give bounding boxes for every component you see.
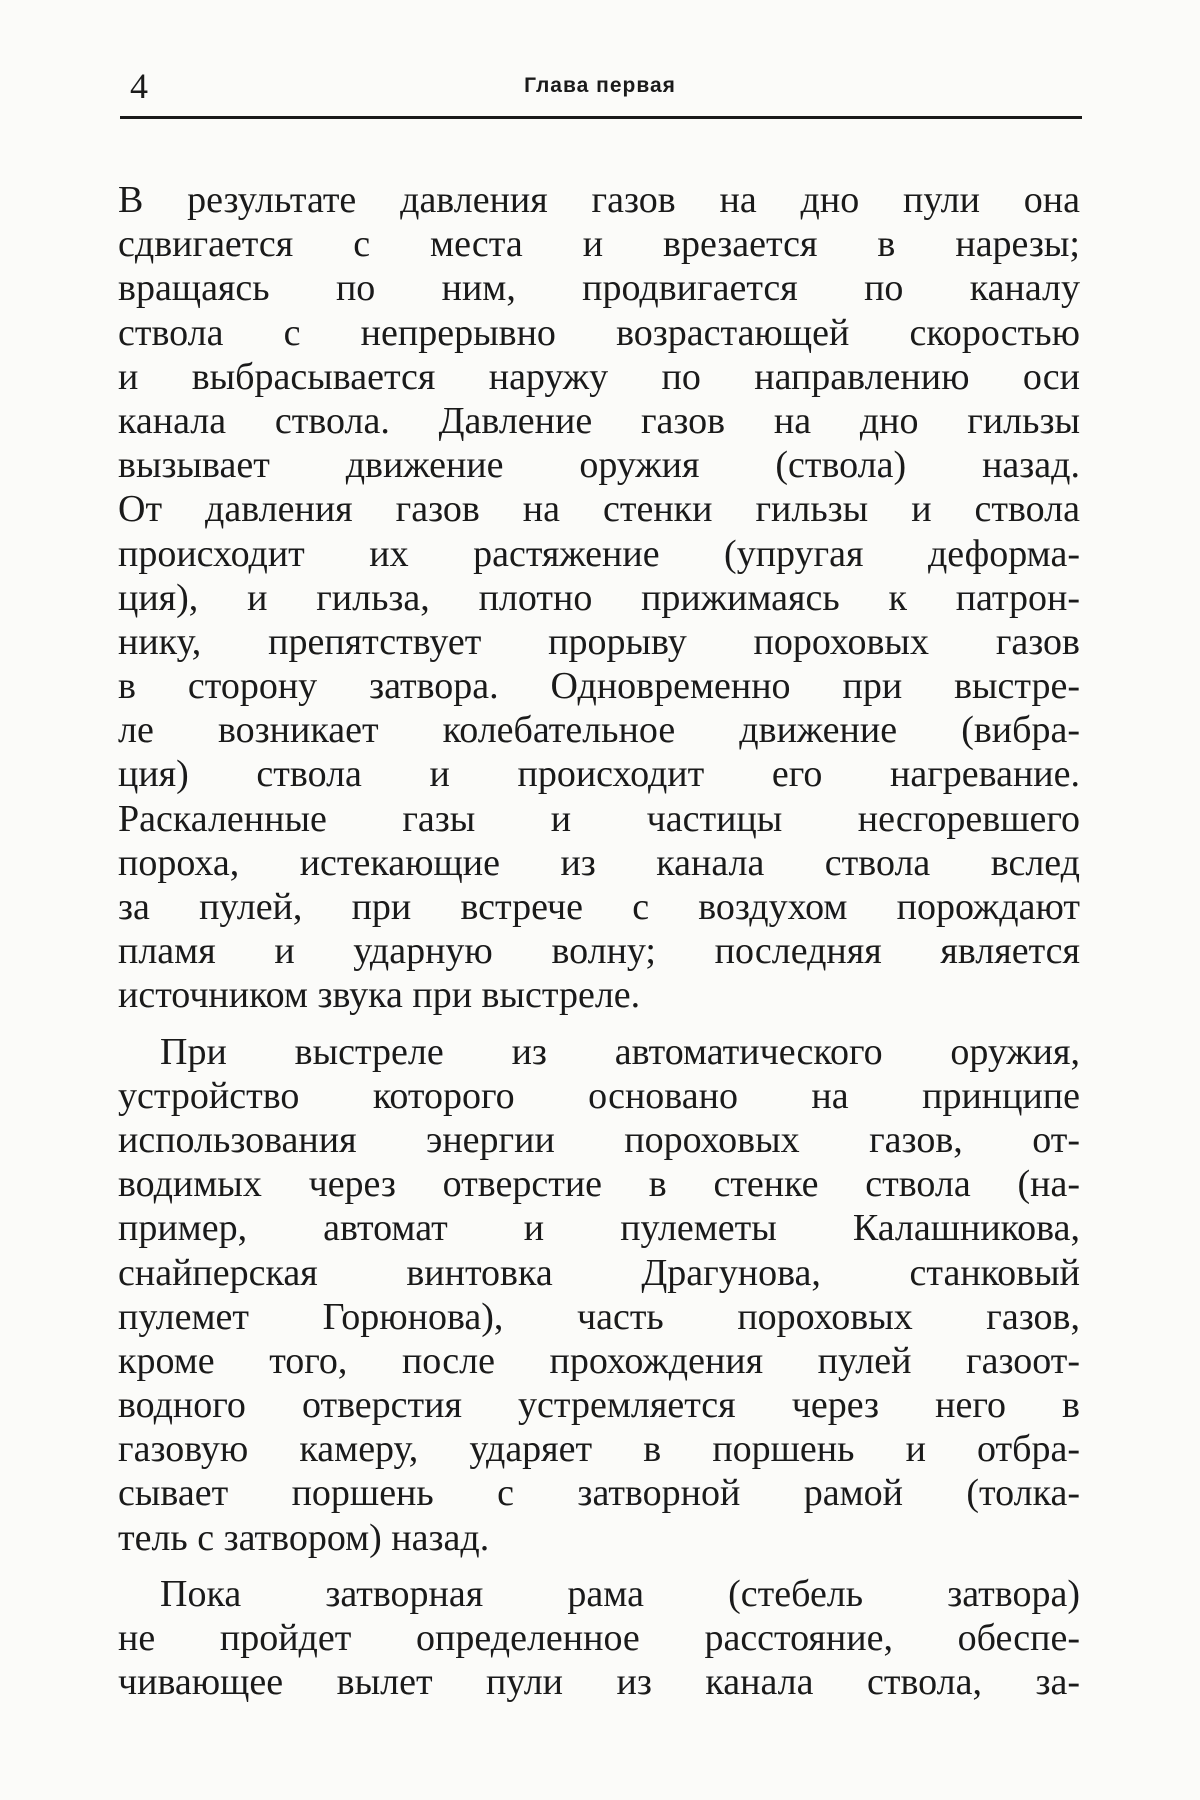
text-line: чивающее вылет пули из канала ствола, за-	[118, 1661, 1080, 1704]
paragraph-3	[118, 1572, 1080, 1705]
text-line: снайперская винтовка Драгунова, станковый	[118, 1251, 1080, 1294]
text-line: нику, препятствует прорыву пороховых газов	[118, 620, 1080, 663]
text-line: кроме того, после прохождения пулей газоот-	[118, 1339, 1080, 1382]
text-line: вращаясь по ним, продвигается по каналу	[118, 267, 1080, 310]
text-line: От давления газов на стенки гильзы и ствола	[118, 488, 1080, 531]
paragraph-1	[118, 178, 1080, 1018]
text-line: пример, автомат и пулеметы Калашникова,	[118, 1207, 1080, 1250]
text-line: ле возникает колебательное движение (вибра-	[118, 709, 1080, 752]
paragraph-2	[118, 1030, 1080, 1560]
text-line: источником звука при выстреле.	[118, 974, 641, 1017]
text-line: устройство которого основано на принципе	[118, 1074, 1080, 1117]
text-line: вызывает движение оружия (ствола) назад.	[118, 444, 1080, 487]
text-line: и выбрасывается наружу по направлению оси	[118, 355, 1080, 398]
text-line: Пока затворная рама (стебель затвора)	[160, 1572, 1080, 1615]
text-line: пороха, истекающие из канала ствола вслед	[118, 841, 1080, 884]
body-text	[118, 178, 1080, 1716]
text-line: происходит их растяжение (упругая деформа-	[118, 532, 1080, 575]
text-line: Раскаленные газы и частицы несгоревшего	[118, 797, 1080, 840]
text-line: ция), и гильза, плотно прижимаясь к патрон-	[118, 576, 1080, 619]
chapter-title: Глава первая	[524, 74, 676, 97]
text-line: в сторону затвора. Одновременно при выстре-	[118, 665, 1080, 708]
text-line: ция) ствола и происходит его нагревание.	[118, 753, 1080, 796]
text-line: пулемет Горюнова), часть пороховых газов,	[118, 1295, 1080, 1338]
page-number: 4	[130, 66, 148, 106]
text-line: В результате давления газов на дно пули она	[118, 179, 1080, 221]
text-line: тель с затвором) назад.	[118, 1516, 490, 1559]
text-line: водимых через отверстие в стенке ствола (на-	[118, 1163, 1080, 1206]
text-line: сдвигается с места и врезается в нарезы;	[118, 223, 1080, 266]
text-line: канала ствола. Давление газов на дно гильзы	[118, 399, 1080, 442]
text-line: сывает поршень с затворной рамой (толка-	[118, 1472, 1080, 1515]
header-rule	[120, 116, 1082, 119]
text-line: использования энергии пороховых газов, от-	[118, 1118, 1080, 1161]
text-line: водного отверстия устремляется через него в	[118, 1384, 1080, 1427]
text-line: не пройдет определенное расстояние, обеспе-	[118, 1617, 1080, 1659]
text-line: газовую камеру, ударяет в поршень и отбра-	[118, 1428, 1080, 1471]
text-line: пламя и ударную волну; последняя является	[118, 930, 1080, 973]
text-line: ствола с непрерывно возрастающей скоростью	[118, 311, 1080, 354]
text-line: При выстреле из автоматического оружия,	[160, 1030, 1080, 1073]
running-head	[120, 62, 1080, 110]
text-line: за пулей, при встрече с воздухом порождают	[118, 886, 1080, 928]
